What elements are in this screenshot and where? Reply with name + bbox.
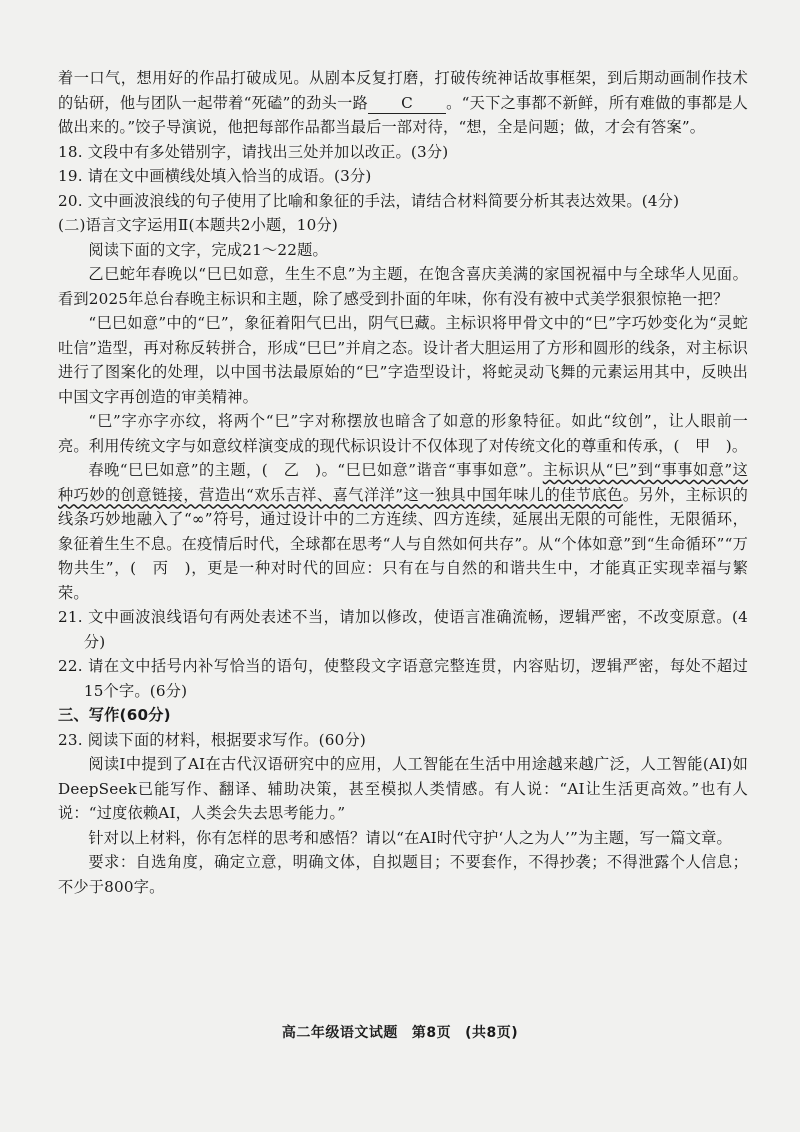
footer-title: 高二年级语文试题: [281, 1025, 398, 1041]
writing-requirements: 要求：自选角度，确定立意，明确文体，自拟题目；不要套作，不得抄袭；不得泄露个人信息；不少于800字。: [58, 853, 748, 896]
section-2-instruction: 阅读下面的文字，完成21～22题。: [88, 240, 328, 259]
footer-page-number: 第8页: [411, 1025, 452, 1041]
passage2-paragraph-2: “巳巳如意”中的“巳”，象征着阳气巳出，阴气巳藏。主标识将甲骨文中的“巳”字巧妙变化为“灵蛇吐信”造型，再对称反转拼合，形成“巳巳”并肩之态。设计者大胆运用了方形和圆形的线条，对主标识进行了图案化的处理，以中国书法最原始的“巳”字造型设计，将蛇灵动飞舞的元素运用其中，反映出中国文字再创造的审美精神。: [58, 314, 748, 406]
passage-top-text-b: 。“天下之事都不新鲜，所有难做的事都是人做出来的。”饺子导演说，他把每部作品都当最后一部对待，“想，全是问题；做，才会有答案”。: [58, 93, 749, 136]
writing-material: 阅读Ⅰ中提到了AI在古代汉语研究中的应用，人工智能在生活中用途越来越广泛，人工智能(AI)如DeepSeek已能写作、翻译、辅助决策，甚至模拟人类情感。有人说：“AI让生活更高效。”也有人说：“过度依赖AI，人类会失去思考能力。”: [58, 755, 748, 822]
passage2-paragraph-3: “巳”字亦字亦纹，将两个“巳”字对称摆放也暗含了如意的形象特征。如此“纹创”，让人眼前一亮。利用传统文字与如意纹样演变成的现代标识设计不仅体现了对传统文化的尊重和传承，( 甲 )。: [58, 412, 748, 455]
wavy-underlined-sentence: 主标识从“巳”到“事事如意”这种巧妙的创意链接，营造出“欢乐吉祥、喜气洋洋”这一独具中国年味儿的佳节底色: [58, 461, 748, 504]
passage-top-paragraph: [58, 66, 748, 140]
question-19: 19. 请在文中画横线处填入恰当的成语。(3分): [58, 167, 372, 185]
passage2-p4-text-a: 春晚“巳巳如意”的主题，( 乙 )。“巳巳如意”谐音“事事如意”。: [88, 461, 543, 479]
question-20: 20. 文中画波浪线的句子使用了比喻和象征的手法，请结合材料简要分析其表达效果。(4分): [58, 191, 680, 210]
passage-top-text-a: 着一口气，想用好的作品打破成见。从剧本反复打磨，打破传统神话故事框架，到后期动画制作技术的钻研，他与团队一起带着“死磕”的劲头一路: [58, 69, 748, 112]
question-22: 22. 请在文中括号内补写恰当的语句，使整段文字语意完整连贯，内容贴切，逻辑严密，每处不超过15个字。(6分): [58, 657, 748, 700]
passage2-paragraph-4: [58, 458, 748, 605]
exam-page: [58, 66, 748, 899]
blank-c: C: [368, 93, 446, 114]
section-2-heading: (二)语言文字运用Ⅱ(本题共2小题，10分): [58, 216, 339, 234]
footer-total-pages: (共8页): [465, 1025, 519, 1041]
question-18: 18. 文段中有多处错别字，请找出三处并加以改正。(3分): [58, 142, 449, 161]
section-3-heading: 三、写作(60分): [58, 706, 171, 724]
passage2-paragraph-1: 乙巳蛇年春晚以“巳巳如意，生生不息”为主题，在饱含喜庆美满的家国祝福中与全球华人见面。看到2025年总台春晚主标识和主题，除了感受到扑面的年味，你有没有被中式美学狠狠惊艳一把？: [58, 265, 748, 308]
passage2-p4-text-b: 。另外，主标识的线条巧妙地融入了“∞”符号，通过设计中的二方连续、四方连续，延展出无限的可能性，无限循环，象征着生生不息。在疫情后时代，全球都在思考“人与自然如何共存”。从“个体如意”到“生命循环”“万物共生”，( 丙 )，更是一种对时代的回应：只有在与自然的和谐共生中，才能真正实现幸福与繁荣。: [58, 485, 748, 602]
page-footer: [0, 1022, 800, 1042]
question-21: 21. 文中画波浪线语句有两处表述不当，请加以修改，使语言准确流畅，逻辑严密，不改变原意。(4分): [58, 608, 748, 651]
writing-prompt: 针对以上材料，你有怎样的思考和感悟？请以“在AI时代守护‘人之为人’”为主题，写一篇文章。: [88, 828, 732, 847]
question-23: 23. 阅读下面的材料，根据要求写作。(60分): [58, 730, 366, 749]
